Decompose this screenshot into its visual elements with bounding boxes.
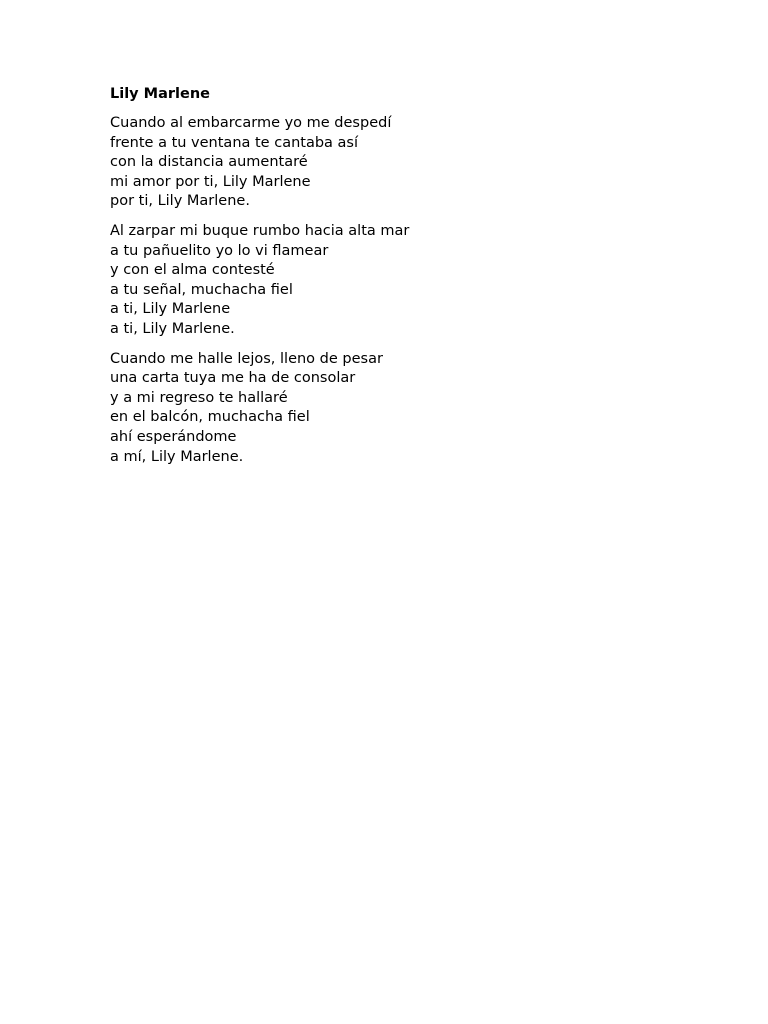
verse-line: en el balcón, muchacha fiel bbox=[110, 409, 310, 426]
verse-line: a tu pañuelito yo lo vi flamear bbox=[110, 242, 329, 259]
verse-line: y a mi regreso te hallaré bbox=[110, 389, 288, 406]
verse-line: a tu señal, muchacha fiel bbox=[110, 281, 293, 298]
verse-line: Al zarpar mi buque rumbo hacia alta mar bbox=[110, 222, 410, 239]
verse-line: una carta tuya me ha de consolar bbox=[110, 370, 356, 387]
verse-line: a ti, Lily Marlene bbox=[110, 301, 231, 318]
verse-line: por ti, Lily Marlene. bbox=[110, 193, 250, 210]
stanza-3 bbox=[110, 350, 670, 468]
stanza-2 bbox=[110, 222, 670, 340]
document-body bbox=[110, 84, 670, 477]
verse-line: y con el alma contesté bbox=[110, 262, 275, 279]
verse-line: a ti, Lily Marlene. bbox=[110, 320, 235, 337]
song-title: Lily Marlene bbox=[110, 86, 211, 102]
verse-line: ahí esperándome bbox=[110, 428, 237, 445]
verse-line: Cuando al embarcarme yo me despedí bbox=[110, 115, 392, 131]
verse-line: frente a tu ventana te cantaba así bbox=[110, 134, 359, 151]
verse-line: mi amor por ti, Lily Marlene bbox=[110, 173, 311, 190]
verse-line: Cuando me halle lejos, lleno de pesar bbox=[110, 350, 383, 367]
verse-line: a mí, Lily Marlene. bbox=[110, 448, 244, 465]
verse-line: con la distancia aumentaré bbox=[110, 154, 308, 171]
stanza-1 bbox=[110, 114, 670, 212]
